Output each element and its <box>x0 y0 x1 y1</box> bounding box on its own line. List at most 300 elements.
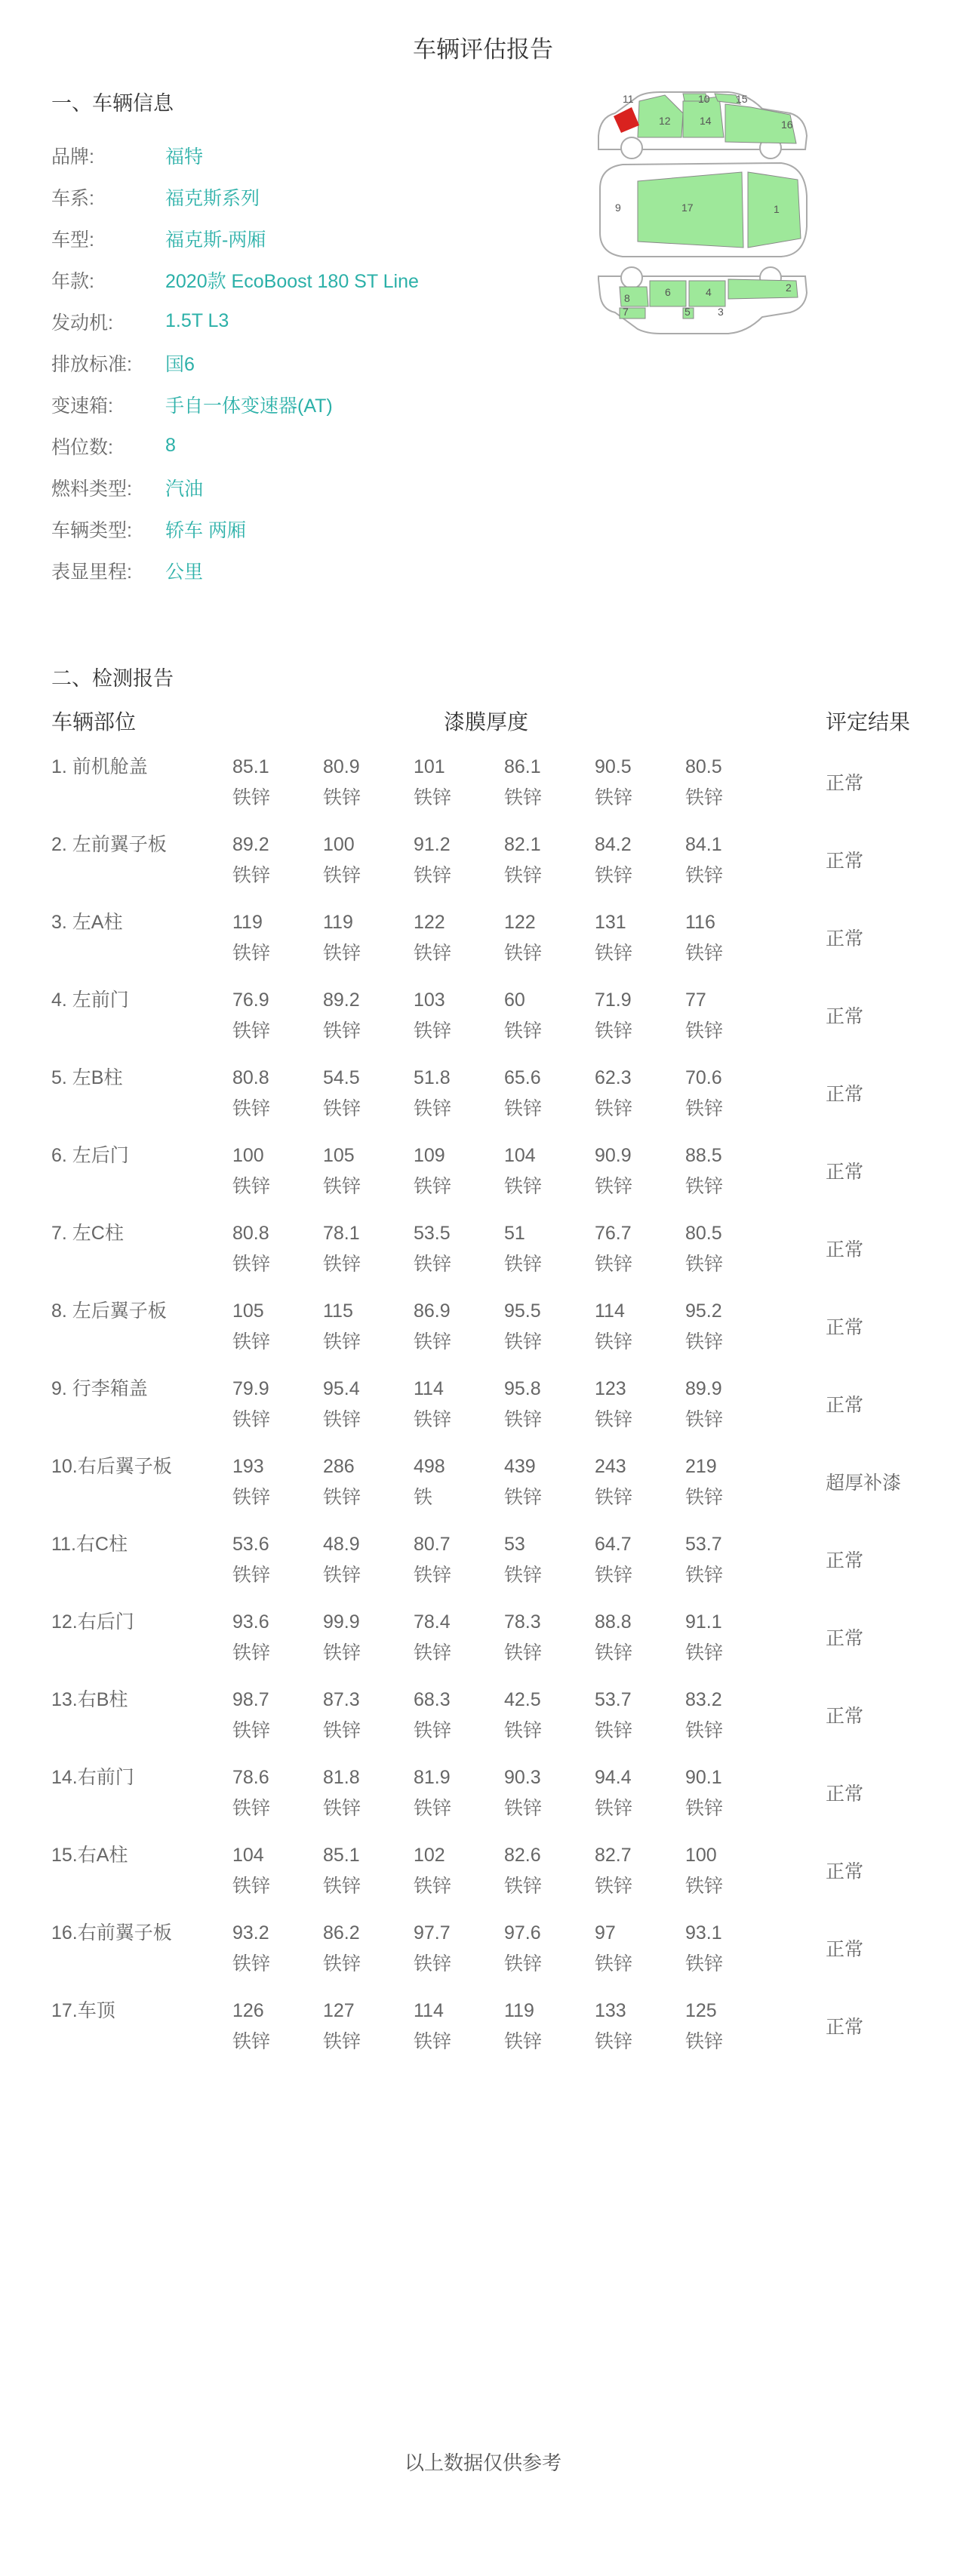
thickness-cell <box>323 1996 391 2057</box>
info-row <box>51 217 580 259</box>
material-label: 铁锌 <box>504 1254 543 1275</box>
thickness-cell <box>595 829 663 891</box>
material-label: 铁锌 <box>595 1487 633 1508</box>
thickness-value: 54.5 <box>323 1067 360 1088</box>
thickness-cell <box>685 985 753 1047</box>
info-label: 车型: <box>51 229 94 251</box>
row-result: 正常 <box>826 851 864 872</box>
thickness-value: 89.2 <box>323 989 360 1011</box>
car-panel-diagram <box>592 83 811 343</box>
thickness-value: 51.8 <box>414 1067 451 1088</box>
table-row <box>0 1218 966 1296</box>
table-row <box>0 1685 966 1762</box>
thickness-value: 439 <box>504 1456 536 1477</box>
thickness-cell <box>504 1685 572 1747</box>
thickness-cell <box>414 907 481 969</box>
material-label: 铁锌 <box>504 943 543 964</box>
material-label: 铁锌 <box>685 1409 724 1430</box>
thickness-cell <box>323 907 391 969</box>
thickness-cell <box>595 1918 663 1980</box>
thickness-cell <box>685 1063 753 1125</box>
thickness-cell <box>685 1918 753 1980</box>
thickness-cell <box>414 1374 481 1436</box>
material-label: 铁锌 <box>504 1098 543 1119</box>
thickness-value: 95.4 <box>323 1378 360 1399</box>
table-row <box>0 1762 966 1840</box>
material-label: 铁锌 <box>232 1876 271 1897</box>
thickness-cell <box>323 1218 391 1280</box>
material-label: 铁锌 <box>685 787 724 808</box>
svg-text:17: 17 <box>681 202 694 214</box>
thickness-value: 80.8 <box>232 1067 269 1088</box>
footer-note: 以上数据仅供参考 <box>404 2451 561 2474</box>
thickness-value: 85.1 <box>323 1845 360 1866</box>
header-thickness: 漆膜厚度 <box>444 710 529 734</box>
table-row <box>0 1296 966 1374</box>
material-label: 铁锌 <box>504 2031 543 2052</box>
thickness-cell <box>685 1529 753 1591</box>
row-part-name: 7. 左C柱 <box>51 1223 124 1244</box>
material-label: 铁锌 <box>232 2031 271 2052</box>
thickness-value: 109 <box>414 1145 445 1166</box>
svg-text:11: 11 <box>623 93 634 105</box>
thickness-cell <box>685 1374 753 1436</box>
material-label: 铁锌 <box>323 1720 361 1741</box>
thickness-cell <box>414 1918 481 1980</box>
thickness-cell <box>414 1685 481 1747</box>
thickness-cell <box>595 1762 663 1824</box>
info-label: 车辆类型: <box>51 519 132 541</box>
thickness-value: 95.5 <box>504 1300 541 1322</box>
thickness-value: 122 <box>414 912 445 933</box>
header-result: 评定结果 <box>826 710 911 734</box>
thickness-value: 81.8 <box>323 1767 360 1788</box>
material-label: 铁锌 <box>685 1642 724 1663</box>
material-label: 铁锌 <box>685 1176 724 1197</box>
thickness-cell <box>504 1529 572 1591</box>
thickness-cell <box>232 1451 300 1513</box>
thickness-value: 116 <box>685 912 715 933</box>
vehicle-info-list <box>51 134 580 591</box>
thickness-cell <box>323 829 391 891</box>
thickness-cell <box>232 1762 300 1824</box>
material-label: 铁锌 <box>504 1953 543 1974</box>
material-label: 铁锌 <box>232 865 271 886</box>
thickness-value: 89.2 <box>232 834 269 855</box>
table-row <box>0 1140 966 1218</box>
thickness-cell <box>595 1840 663 1902</box>
thickness-cell <box>595 1374 663 1436</box>
info-row <box>51 176 580 217</box>
thickness-cell <box>504 1218 572 1280</box>
thickness-cell <box>685 829 753 891</box>
svg-text:4: 4 <box>706 286 712 298</box>
material-label: 铁锌 <box>232 1331 271 1353</box>
material-label: 铁锌 <box>323 1020 361 1042</box>
thickness-cell <box>504 1451 572 1513</box>
info-value: 1.5T L3 <box>165 310 229 331</box>
thickness-value: 85.1 <box>232 756 269 777</box>
info-row <box>51 466 580 508</box>
info-row <box>51 508 580 549</box>
thickness-cell <box>323 1529 391 1591</box>
thickness-cell <box>685 1607 753 1669</box>
row-part-name: 8. 左后翼子板 <box>51 1300 167 1322</box>
thickness-cell <box>685 1218 753 1280</box>
thickness-value: 98.7 <box>232 1689 269 1710</box>
thickness-cell <box>414 1607 481 1669</box>
table-row <box>0 1840 966 1918</box>
info-label: 表显里程: <box>51 561 132 583</box>
row-result: 正常 <box>826 1861 864 1882</box>
material-label: 铁锌 <box>323 1953 361 1974</box>
material-label: 铁锌 <box>414 1020 452 1042</box>
thickness-value: 78.6 <box>232 1767 269 1788</box>
material-label: 铁锌 <box>595 865 633 886</box>
material-label: 铁锌 <box>232 1176 271 1197</box>
row-part-name: 11.右C柱 <box>51 1534 128 1555</box>
material-label: 铁锌 <box>595 1176 633 1197</box>
thickness-cell <box>323 1918 391 1980</box>
material-label: 铁锌 <box>414 1798 452 1819</box>
material-label: 铁锌 <box>323 865 361 886</box>
thickness-cell <box>685 1840 753 1902</box>
info-row <box>51 134 580 176</box>
table-row <box>0 1374 966 1451</box>
info-row <box>51 425 580 466</box>
svg-text:15: 15 <box>736 93 748 105</box>
material-label: 铁锌 <box>685 865 724 886</box>
row-part-name: 9. 行李箱盖 <box>51 1378 148 1399</box>
thickness-value: 64.7 <box>595 1534 632 1555</box>
thickness-cell <box>685 1762 753 1824</box>
thickness-value: 115 <box>323 1300 353 1322</box>
material-label: 铁锌 <box>414 1331 452 1353</box>
row-result: 正常 <box>826 1784 864 1805</box>
material-label: 铁锌 <box>504 1798 543 1819</box>
thickness-cell <box>232 1685 300 1747</box>
material-label: 铁锌 <box>323 1176 361 1197</box>
thickness-value: 126 <box>232 2000 264 2021</box>
thickness-cell <box>595 1218 663 1280</box>
info-label: 品牌: <box>51 146 94 168</box>
thickness-value: 80.8 <box>232 1223 269 1244</box>
material-label: 铁锌 <box>595 1720 633 1741</box>
material-label: 铁锌 <box>504 1020 543 1042</box>
thickness-cell <box>504 1762 572 1824</box>
thickness-value: 88.8 <box>595 1611 632 1633</box>
info-value: 福克斯-两厢 <box>165 229 266 251</box>
row-result: 正常 <box>826 1939 864 1960</box>
thickness-value: 119 <box>504 2000 534 2021</box>
thickness-value: 105 <box>323 1145 355 1166</box>
thickness-value: 76.7 <box>595 1223 632 1244</box>
thickness-cell <box>685 1451 753 1513</box>
thickness-cell <box>232 829 300 891</box>
thickness-value: 119 <box>232 912 263 933</box>
svg-text:12: 12 <box>659 115 671 127</box>
material-label: 铁锌 <box>232 1487 271 1508</box>
info-value: 公里 <box>165 561 204 583</box>
material-label: 铁锌 <box>414 787 452 808</box>
thickness-value: 114 <box>414 1378 444 1399</box>
material-label: 铁锌 <box>685 1798 724 1819</box>
material-label: 铁锌 <box>595 2031 633 2052</box>
material-label: 铁锌 <box>414 865 452 886</box>
material-label: 铁锌 <box>232 1565 271 1586</box>
thickness-cell <box>504 1140 572 1202</box>
material-label: 铁 <box>414 1487 433 1508</box>
material-label: 铁锌 <box>595 787 633 808</box>
row-part-name: 1. 前机舱盖 <box>51 756 148 777</box>
thickness-cell <box>232 1918 300 1980</box>
material-label: 铁锌 <box>414 1876 452 1897</box>
thickness-cell <box>504 1996 572 2057</box>
table-row <box>0 1529 966 1607</box>
thickness-cell <box>323 752 391 814</box>
material-label: 铁锌 <box>595 1798 633 1819</box>
thickness-value: 88.5 <box>685 1145 722 1166</box>
thickness-cell <box>685 752 753 814</box>
material-label: 铁锌 <box>414 1254 452 1275</box>
material-label: 铁锌 <box>323 1565 361 1586</box>
thickness-cell <box>232 752 300 814</box>
info-value: 汽油 <box>165 478 204 500</box>
svg-text:2: 2 <box>786 282 792 294</box>
thickness-value: 76.9 <box>232 989 269 1011</box>
thickness-cell <box>414 1996 481 2057</box>
thickness-value: 100 <box>685 1845 717 1866</box>
thickness-cell <box>232 907 300 969</box>
thickness-value: 123 <box>595 1378 626 1399</box>
material-label: 铁锌 <box>323 943 361 964</box>
material-label: 铁锌 <box>232 1953 271 1974</box>
row-part-name: 12.右后门 <box>51 1611 134 1633</box>
thickness-value: 51 <box>504 1223 525 1244</box>
table-row <box>0 1918 966 1996</box>
thickness-cell <box>323 1451 391 1513</box>
row-result: 正常 <box>826 928 864 949</box>
thickness-value: 82.1 <box>504 834 541 855</box>
material-label: 铁锌 <box>232 1098 271 1119</box>
info-row <box>51 549 580 591</box>
row-result: 正常 <box>826 1084 864 1105</box>
material-label: 铁锌 <box>504 1720 543 1741</box>
thickness-value: 91.1 <box>685 1611 722 1633</box>
thickness-value: 133 <box>595 2000 626 2021</box>
material-label: 铁锌 <box>323 1098 361 1119</box>
material-label: 铁锌 <box>595 1254 633 1275</box>
thickness-cell <box>414 1140 481 1202</box>
thickness-cell <box>685 1296 753 1358</box>
material-label: 铁锌 <box>595 1953 633 1974</box>
svg-text:6: 6 <box>665 286 671 298</box>
thickness-cell <box>685 1140 753 1202</box>
material-label: 铁锌 <box>685 1953 724 1974</box>
material-label: 铁锌 <box>323 1409 361 1430</box>
row-part-name: 15.右A柱 <box>51 1845 128 1866</box>
thickness-value: 53.5 <box>414 1223 451 1244</box>
thickness-cell <box>414 1762 481 1824</box>
thickness-cell <box>414 1296 481 1358</box>
thickness-cell <box>232 1218 300 1280</box>
material-label: 铁锌 <box>323 787 361 808</box>
row-result: 正常 <box>826 1628 864 1649</box>
info-label: 发动机: <box>51 312 113 334</box>
table-row <box>0 1607 966 1685</box>
material-label: 铁锌 <box>595 1020 633 1042</box>
thickness-value: 103 <box>414 989 445 1011</box>
material-label: 铁锌 <box>232 1798 271 1819</box>
report-title: 车辆评估报告 <box>413 36 553 63</box>
info-value: 8 <box>165 435 176 456</box>
thickness-value: 93.1 <box>685 1922 722 1944</box>
thickness-value: 87.3 <box>323 1689 360 1710</box>
material-label: 铁锌 <box>595 1331 633 1353</box>
svg-text:5: 5 <box>685 306 691 318</box>
thickness-value: 95.2 <box>685 1300 722 1322</box>
row-part-name: 5. 左B柱 <box>51 1067 123 1088</box>
section-inspection-heading: 二、检测报告 <box>51 667 174 690</box>
row-result: 正常 <box>826 773 864 794</box>
thickness-value: 100 <box>232 1145 264 1166</box>
thickness-cell <box>504 752 572 814</box>
row-result: 正常 <box>826 1706 864 1727</box>
thickness-cell <box>414 1218 481 1280</box>
thickness-cell <box>232 1996 300 2057</box>
thickness-value: 97.7 <box>414 1922 451 1944</box>
thickness-cell <box>323 1762 391 1824</box>
material-label: 铁锌 <box>504 1176 543 1197</box>
thickness-value: 97 <box>595 1922 616 1944</box>
row-part-name: 13.右B柱 <box>51 1689 128 1710</box>
thickness-value: 100 <box>323 834 355 855</box>
thickness-value: 286 <box>323 1456 355 1477</box>
thickness-cell <box>323 1685 391 1747</box>
thickness-cell <box>414 829 481 891</box>
thickness-value: 90.9 <box>595 1145 632 1166</box>
row-result: 正常 <box>826 2017 864 2038</box>
thickness-cell <box>504 1840 572 1902</box>
material-label: 铁锌 <box>414 1098 452 1119</box>
row-result: 正常 <box>826 1239 864 1260</box>
thickness-value: 97.6 <box>504 1922 541 1944</box>
thickness-cell <box>504 1607 572 1669</box>
info-value: 福特 <box>165 146 204 168</box>
info-label: 燃料类型: <box>51 478 132 500</box>
thickness-cell <box>414 985 481 1047</box>
thickness-value: 94.4 <box>595 1767 632 1788</box>
row-part-name: 10.右后翼子板 <box>51 1456 172 1477</box>
svg-text:1: 1 <box>774 203 780 215</box>
material-label: 铁锌 <box>685 1720 724 1741</box>
thickness-value: 68.3 <box>414 1689 451 1710</box>
info-row <box>51 259 580 300</box>
material-label: 铁锌 <box>414 1565 452 1586</box>
row-part-name: 2. 左前翼子板 <box>51 834 167 855</box>
svg-text:3: 3 <box>718 306 724 318</box>
table-row <box>0 985 966 1063</box>
thickness-cell <box>414 1529 481 1591</box>
info-value: 福克斯系列 <box>165 187 260 209</box>
material-label: 铁锌 <box>323 1798 361 1819</box>
info-label: 档位数: <box>51 436 113 458</box>
row-result: 正常 <box>826 1162 864 1183</box>
thickness-value: 84.1 <box>685 834 722 855</box>
thickness-value: 48.9 <box>323 1534 360 1555</box>
thickness-value: 65.6 <box>504 1067 541 1088</box>
info-label: 年款: <box>51 270 94 292</box>
thickness-value: 62.3 <box>595 1067 632 1088</box>
thickness-value: 81.9 <box>414 1767 451 1788</box>
material-label: 铁锌 <box>685 2031 724 2052</box>
row-result: 正常 <box>826 1317 864 1338</box>
material-label: 铁锌 <box>595 1409 633 1430</box>
thickness-value: 89.9 <box>685 1378 722 1399</box>
thickness-value: 79.9 <box>232 1378 269 1399</box>
thickness-cell <box>414 1840 481 1902</box>
material-label: 铁锌 <box>595 1565 633 1586</box>
row-result: 正常 <box>826 1550 864 1571</box>
thickness-cell <box>414 1451 481 1513</box>
thickness-cell <box>504 829 572 891</box>
thickness-value: 102 <box>414 1845 445 1866</box>
material-label: 铁锌 <box>504 1409 543 1430</box>
info-value: 轿车 两厢 <box>165 519 246 541</box>
row-part-name: 16.右前翼子板 <box>51 1922 172 1944</box>
material-label: 铁锌 <box>685 1020 724 1042</box>
thickness-cell <box>595 1996 663 2057</box>
material-label: 铁锌 <box>595 1642 633 1663</box>
info-row <box>51 342 580 383</box>
thickness-cell <box>504 1918 572 1980</box>
table-row <box>0 752 966 829</box>
thickness-value: 84.2 <box>595 834 632 855</box>
material-label: 铁锌 <box>685 1565 724 1586</box>
thickness-cell <box>685 1996 753 2057</box>
thickness-value: 93.2 <box>232 1922 269 1944</box>
thickness-value: 42.5 <box>504 1689 541 1710</box>
thickness-value: 71.9 <box>595 989 632 1011</box>
row-part-name: 3. 左A柱 <box>51 912 123 933</box>
thickness-cell <box>595 1140 663 1202</box>
info-label: 排放标准: <box>51 353 132 375</box>
info-value: 国6 <box>165 353 195 375</box>
material-label: 铁锌 <box>232 943 271 964</box>
thickness-cell <box>232 1140 300 1202</box>
thickness-cell <box>595 752 663 814</box>
thickness-value: 70.6 <box>685 1067 722 1088</box>
thickness-cell <box>323 1607 391 1669</box>
material-label: 铁锌 <box>232 1409 271 1430</box>
svg-text:7: 7 <box>623 306 629 318</box>
thickness-value: 243 <box>595 1456 626 1477</box>
info-label: 车系: <box>51 187 94 209</box>
table-row <box>0 1063 966 1140</box>
material-label: 铁锌 <box>595 1876 633 1897</box>
thickness-value: 53.7 <box>595 1689 632 1710</box>
material-label: 铁锌 <box>232 787 271 808</box>
header-part: 车辆部位 <box>51 710 137 734</box>
thickness-value: 104 <box>504 1145 536 1166</box>
thickness-cell <box>232 985 300 1047</box>
table-row <box>0 907 966 985</box>
svg-text:14: 14 <box>700 115 712 127</box>
material-label: 铁锌 <box>414 1720 452 1741</box>
thickness-value: 93.6 <box>232 1611 269 1633</box>
thickness-value: 80.7 <box>414 1534 451 1555</box>
thickness-cell <box>323 1840 391 1902</box>
